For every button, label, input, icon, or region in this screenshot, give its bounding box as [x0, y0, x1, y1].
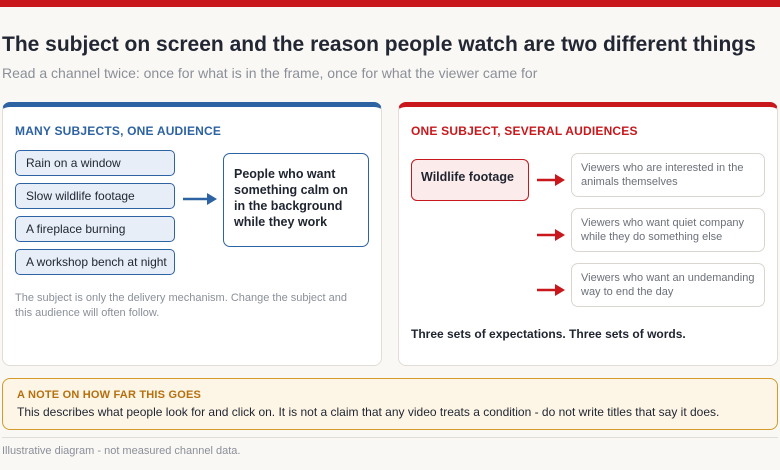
many-subjects-panel [2, 102, 382, 366]
page-title: The subject on screen and the reason people watch are two different things [2, 33, 756, 56]
subject-box: Wildlife footage [411, 159, 529, 201]
callout-body: This describes what people look for and click on. It is not a claim that any video treats a condition - do not write titles that say it does. [17, 405, 720, 419]
one-subject-panel [398, 102, 778, 366]
panel-summary: Three sets of expectations. Three sets of words. [411, 327, 686, 341]
subject-box: Slow wildlife footage [15, 183, 175, 209]
divider [2, 437, 778, 438]
note-callout [2, 378, 778, 430]
arrow-right-icon [535, 227, 567, 243]
top-accent-bar [0, 0, 780, 7]
subject-box: A workshop bench at night [15, 249, 175, 275]
audience-box: Viewers who want quiet company while they do something else [571, 208, 765, 252]
panel-heading: ONE SUBJECT, SEVERAL AUDIENCES [411, 124, 638, 138]
arrow-right-icon [535, 172, 567, 188]
page-subtitle: Read a channel twice: once for what is in the frame, once for what the viewer came for [2, 65, 538, 81]
subject-box: A fireplace burning [15, 216, 175, 242]
audience-box: Viewers who are interested in the animals themselves [571, 153, 765, 197]
footer-note: Illustrative diagram - not measured channel data. [2, 445, 241, 457]
arrow-right-icon [535, 282, 567, 298]
panel-note: The subject is only the delivery mechanism. Change the subject and this audience will often follow. [15, 292, 348, 319]
panel-heading: MANY SUBJECTS, ONE AUDIENCE [15, 124, 222, 138]
arrow-right-icon [181, 191, 219, 207]
audience-box: People who want something calm on in the background while they work [223, 153, 369, 247]
subject-box: Rain on a window [15, 150, 175, 176]
callout-heading: A NOTE ON HOW FAR THIS GOES [17, 389, 202, 401]
audience-box: Viewers who want an undemanding way to end the day [571, 263, 765, 307]
